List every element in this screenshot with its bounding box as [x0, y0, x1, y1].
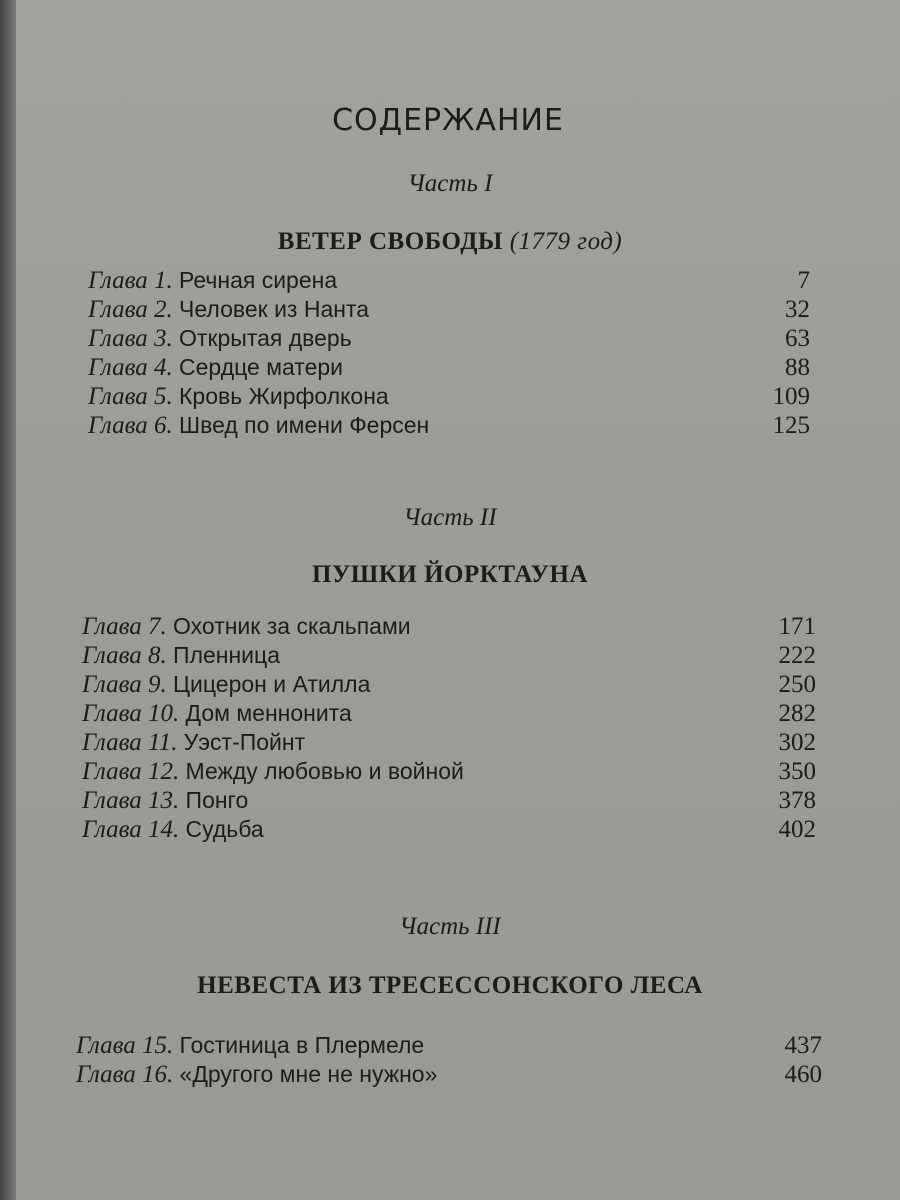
part-2-label: Часть II — [403, 504, 497, 531]
chapter-entry: Глава 3. Открытая дверь 63 — [88, 325, 810, 352]
chapter-title: Цицерон и Атилла — [173, 671, 371, 697]
chapter-page-number: 171 — [778, 613, 816, 640]
chapter-page-number: 109 — [772, 383, 810, 410]
chapter-entry: Глава 13. Понго 378 — [82, 787, 816, 814]
chapter-page-number: 32 — [785, 296, 810, 323]
chapter-label: Глава 2 — [88, 296, 167, 323]
part-1-year: (1779 год) — [509, 228, 623, 255]
chapter-entry: Глава 16. «Другого мне не нужно» 460 — [76, 1061, 822, 1088]
chapter-title: Открытая дверь — [179, 325, 352, 351]
part-1-title — [0, 228, 900, 256]
chapter-page-number: 350 — [778, 758, 816, 785]
chapter-label: Глава 9 — [82, 671, 161, 698]
chapter-title: Речная сирена — [179, 267, 338, 293]
chapter-page-number: 378 — [778, 787, 816, 814]
chapter-page-number: 222 — [778, 642, 816, 669]
chapter-entry: Глава 11. Уэст-Пойнт 302 — [82, 729, 816, 756]
chapter-title: Кровь Жирфолкона — [179, 383, 389, 409]
chapter-title: Судьба — [185, 816, 264, 842]
chapter-label: Глава 12 — [82, 758, 174, 785]
chapter-title: Между любовью и войной — [185, 758, 464, 784]
chapter-label: Глава 1 — [88, 267, 167, 294]
chapter-title: Понго — [185, 787, 249, 813]
chapter-label: Глава 14 — [82, 816, 174, 843]
chapter-title: Человек из Нанта — [179, 296, 370, 322]
chapter-label: Глава 8 — [82, 642, 161, 669]
chapter-page-number: 460 — [784, 1061, 822, 1088]
chapter-title: Сердце матери — [179, 354, 344, 380]
chapter-label: Глава 3 — [88, 325, 167, 352]
chapter-label: Глава 11 — [82, 729, 172, 756]
chapter-entry: Глава 6. Швед по имени Ферсен 125 — [88, 412, 810, 439]
chapter-page-number: 88 — [785, 354, 810, 381]
chapter-entry: Глава 8. Пленница 222 — [82, 642, 816, 669]
chapter-label: Глава 16 — [76, 1061, 168, 1088]
chapter-title: Швед по имени Ферсен — [179, 412, 430, 438]
chapter-entry: Глава 7. Охотник за скальпами 171 — [82, 613, 816, 640]
chapter-entry: Глава 4. Сердце матери 88 — [88, 354, 810, 381]
chapter-label: Глава 10 — [82, 700, 174, 727]
chapter-page-number: 7 — [797, 267, 810, 294]
chapter-page-number: 282 — [778, 700, 816, 727]
chapter-page-number: 250 — [778, 671, 816, 698]
chapter-entry: Глава 9. Цицерон и Атилла 250 — [82, 671, 816, 698]
part-3-label: Часть III — [399, 913, 501, 940]
part-1-title-text: ВЕТЕР СВОБОДЫ — [277, 228, 503, 255]
chapter-label: Глава 13 — [82, 787, 174, 814]
chapter-entry: Глава 14. Судьба 402 — [82, 816, 816, 843]
chapter-page-number: 437 — [784, 1032, 822, 1059]
chapter-entry: Глава 12. Между любовью и войной 350 — [82, 758, 816, 785]
chapter-label: Глава 15 — [76, 1032, 168, 1059]
chapter-entry: Глава 15. Гостиница в Плермеле 437 — [76, 1032, 822, 1059]
chapter-page-number: 125 — [772, 412, 810, 439]
chapter-label: Глава 4 — [88, 354, 167, 381]
chapter-title: Пленница — [173, 642, 280, 668]
chapter-title: Гостиница в Плермеле — [179, 1032, 425, 1058]
part-2-title: ПУШКИ ЙОРКТАУНА — [312, 561, 588, 588]
chapter-label: Глава 6 — [88, 412, 167, 439]
chapter-title: Уэст-Пойнт — [183, 729, 306, 755]
chapter-title: Охотник за скальпами — [173, 613, 411, 639]
chapter-entry: Глава 5. Кровь Жирфолкона 109 — [88, 383, 810, 410]
chapter-entry: Глава 1. Речная сирена 7 — [88, 267, 810, 294]
part-1-chapter-list — [88, 266, 810, 440]
part-1-label: Часть I — [407, 170, 493, 197]
chapter-page-number: 63 — [785, 325, 810, 352]
chapter-title: Дом меннонита — [185, 700, 352, 726]
chapter-label: Глава 7 — [82, 613, 161, 640]
part-2-chapter-list — [82, 612, 816, 844]
chapter-label: Глава 5 — [88, 383, 167, 410]
chapter-entry: Глава 10. Дом меннонита 282 — [82, 700, 816, 727]
chapter-entry: Глава 2. Человек из Нанта 32 — [88, 296, 810, 323]
part-3-title: НЕВЕСТА ИЗ ТРЕСЕССОНСКОГО ЛЕСА — [197, 972, 703, 999]
contents-heading: СОДЕРЖАНИЕ — [332, 103, 564, 138]
part-3-chapter-list — [76, 1031, 822, 1089]
chapter-page-number: 402 — [778, 816, 816, 843]
chapter-title: «Другого мне не нужно» — [179, 1061, 438, 1087]
chapter-page-number: 302 — [778, 729, 816, 756]
